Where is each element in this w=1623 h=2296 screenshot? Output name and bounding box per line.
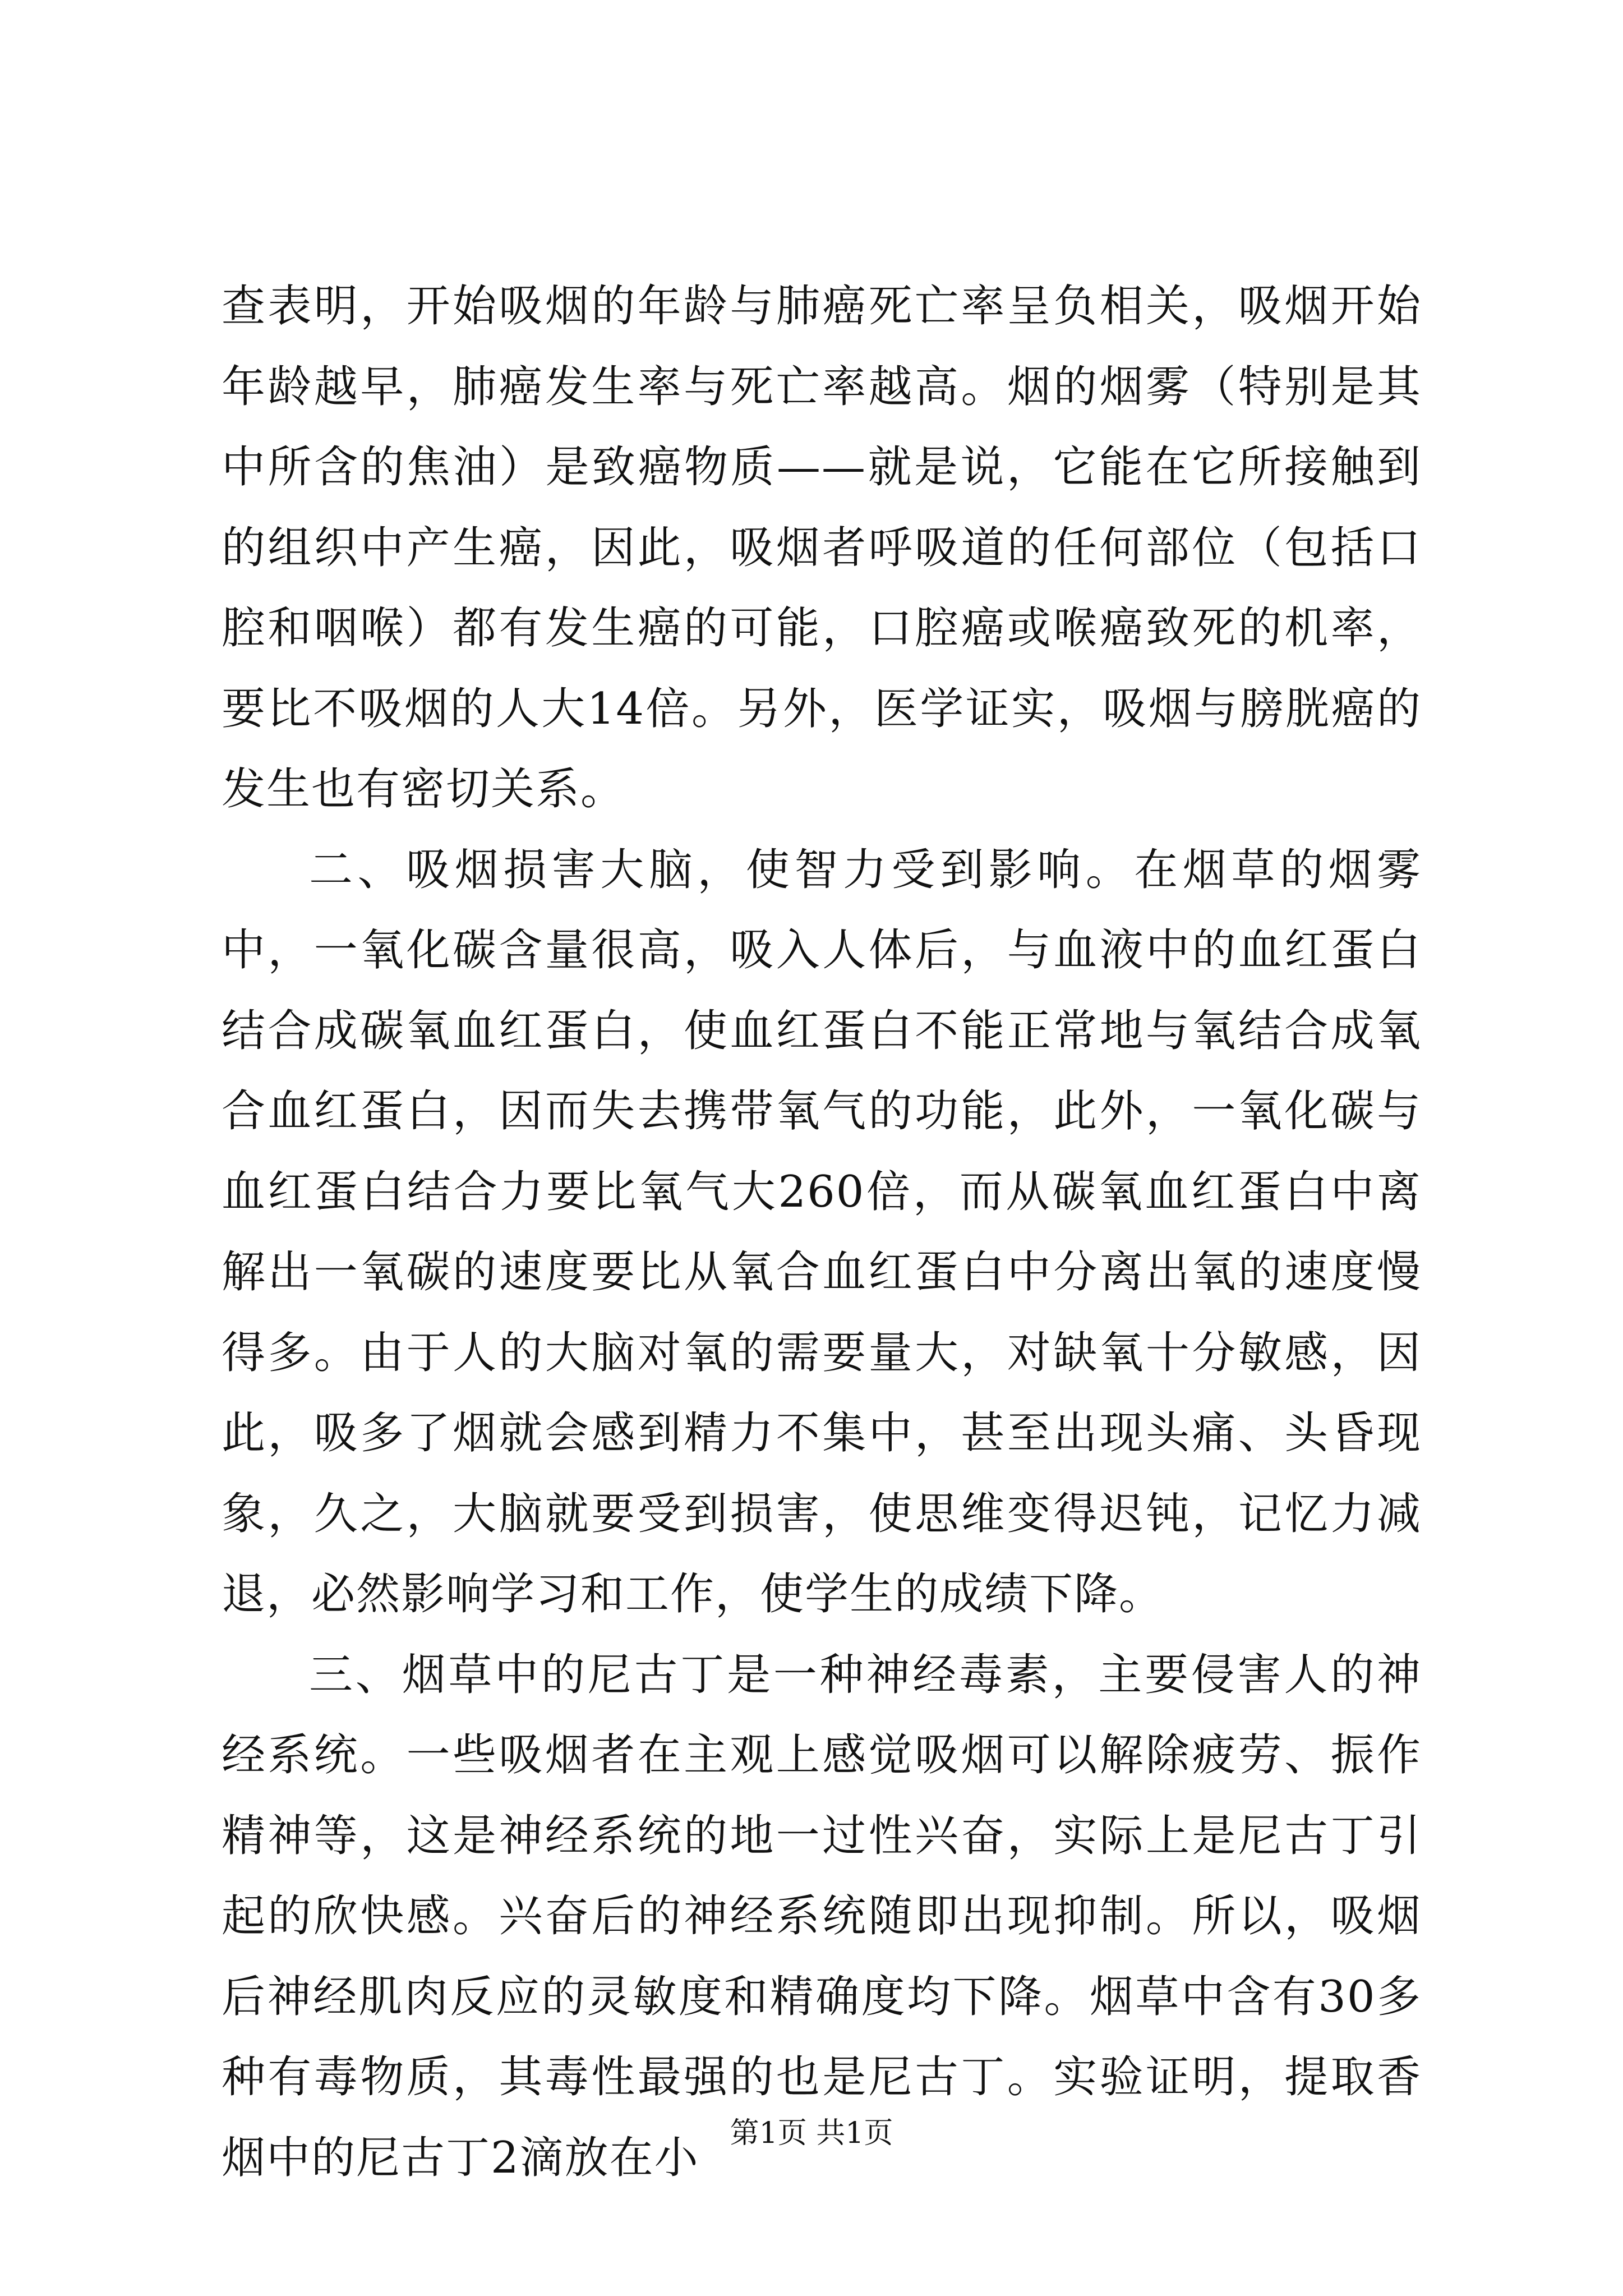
paragraph-continuation: 查表明，开始吸烟的年龄与肺癌死亡率呈负相关，吸烟开始年龄越早，肺癌发生率与死亡率越高。烟的烟雾（特别是其中所含的焦油）是致癌物质——就是说，它能在它所接触到的组织中产生癌，因此，吸烟者呼吸道的任何部位（包括口腔和咽喉）都有发生癌的可能，口腔癌或喉癌致死的机率，要比不吸烟的人大14倍。另外，医学证实，吸烟与膀胱癌的发生也有密切关系。 [222, 281, 1422, 815]
page-footer: 第1页 共1页 [730, 2116, 893, 2150]
document-body [222, 266, 1422, 2198]
paragraph-section-two: 二、吸烟损害大脑，使智力受到影响。在烟草的烟雾中，一氧化碳含量很高，吸入人体后，与血液中的血红蛋白结合成碳氧血红蛋白，使血红蛋白不能正常地与氧结合成氧合血红蛋白，因而失去携带氧气的功能，此外，一氧化碳与血红蛋白结合力要比氧气大260倍，而从碳氧血红蛋白中离解出一氧碳的速度要比从氧合血红蛋白中分离出氧的速度慢得多。由于人的大脑对氧的需要量大，对缺氧十分敏感，因此，吸多了烟就会感到精力不集中，甚至出现头痛、头昏现象，久之，大脑就要受到损害，使思维变得迟钝，记忆力减退，必然影响学习和工作，使学生的成绩下降。 [222, 844, 1422, 1619]
paragraph-section-three: 三、烟草中的尼古丁是一种神经毒素，主要侵害人的神经系统。一些吸烟者在主观上感觉吸烟可以解除疲劳、振作精神等，这是神经系统的地一过性兴奋，实际上是尼古丁引起的欣快感。兴奋后的神经系统随即出现抑制。所以，吸烟后神经肌肉反应的灵敏度和精确度均下降。烟草中含有30多种有毒物质，其毒性最强的也是尼古丁。实验证明，提取香烟中的尼古丁2滴放在小 [222, 1649, 1422, 2183]
